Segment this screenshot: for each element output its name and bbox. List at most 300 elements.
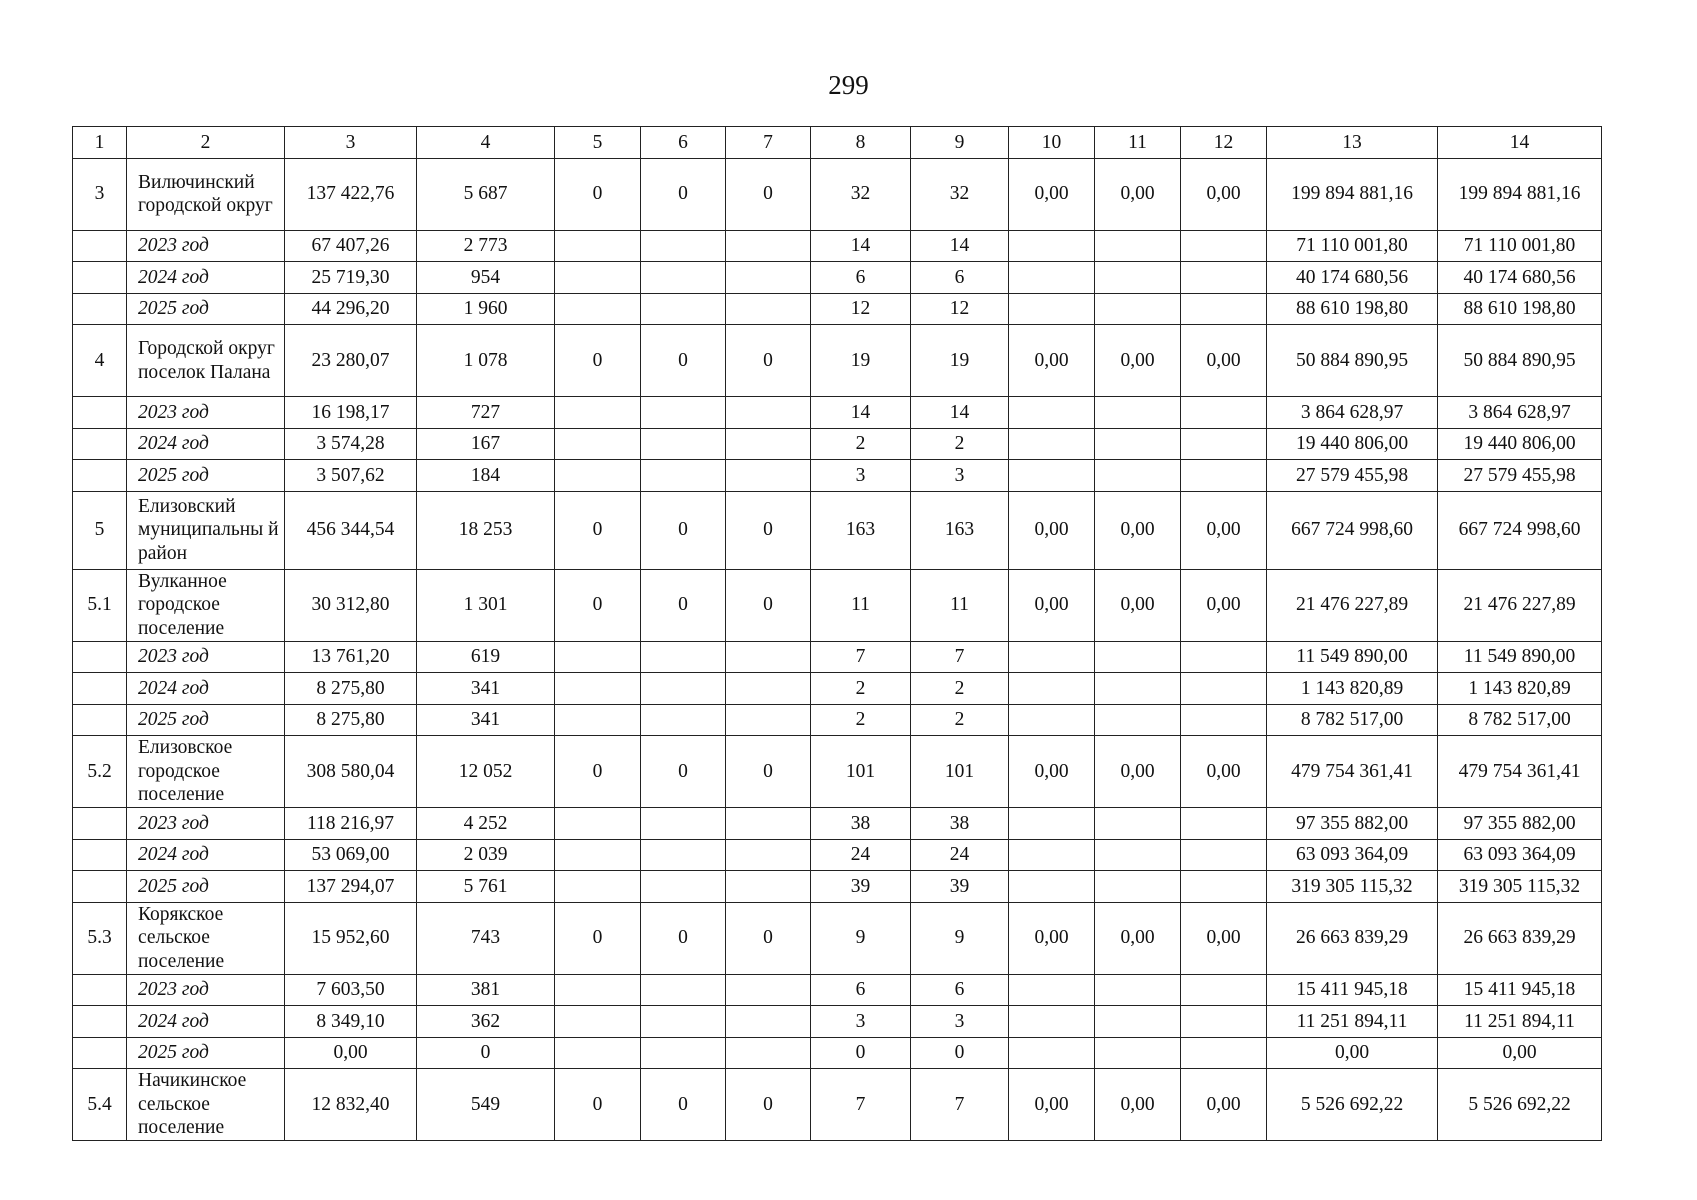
value-cell-col-7 (726, 397, 811, 429)
value-cell-col-12: 0,00 (1181, 736, 1267, 808)
table-row (73, 641, 1602, 673)
value-cell-col-6 (641, 673, 726, 705)
row-number-cell (73, 704, 127, 736)
value-cell-col-13: 3 864 628,97 (1267, 397, 1438, 429)
value-cell-col-4: 549 (417, 1069, 555, 1141)
value-cell-col-4: 18 253 (417, 491, 555, 569)
row-name-cell: 2024 год (127, 262, 285, 294)
value-cell-col-12: 0,00 (1181, 491, 1267, 569)
value-cell-col-14: 0,00 (1438, 1037, 1602, 1069)
value-cell-col-5: 0 (555, 491, 641, 569)
value-cell-col-6 (641, 974, 726, 1006)
header-cell-col-5: 5 (555, 127, 641, 159)
value-cell-col-3: 0,00 (285, 1037, 417, 1069)
value-cell-col-3: 7 603,50 (285, 974, 417, 1006)
data-table (72, 126, 1602, 1141)
value-cell-col-8: 32 (811, 158, 911, 230)
value-cell-col-5: 0 (555, 1069, 641, 1141)
table-row (73, 839, 1602, 871)
value-cell-col-7: 0 (726, 158, 811, 230)
value-cell-col-7 (726, 262, 811, 294)
value-cell-col-11: 0,00 (1095, 1069, 1181, 1141)
value-cell-col-13: 71 110 001,80 (1267, 230, 1438, 262)
value-cell-col-10: 0,00 (1009, 902, 1095, 974)
row-name-cell: 2025 год (127, 293, 285, 325)
value-cell-col-3: 118 216,97 (285, 808, 417, 840)
row-number-cell: 3 (73, 158, 127, 230)
value-cell-col-10: 0,00 (1009, 158, 1095, 230)
value-cell-col-12 (1181, 460, 1267, 492)
value-cell-col-9: 19 (911, 325, 1009, 397)
value-cell-col-9: 14 (911, 230, 1009, 262)
value-cell-col-11: 0,00 (1095, 158, 1181, 230)
value-cell-col-13: 21 476 227,89 (1267, 569, 1438, 641)
table-row (73, 673, 1602, 705)
header-cell-col-9: 9 (911, 127, 1009, 159)
value-cell-col-7 (726, 808, 811, 840)
value-cell-col-9: 7 (911, 641, 1009, 673)
header-cell-col-8: 8 (811, 127, 911, 159)
row-name-cell: Елизовское городское поселение (127, 736, 285, 808)
value-cell-col-12 (1181, 871, 1267, 903)
value-cell-col-3: 456 344,54 (285, 491, 417, 569)
value-cell-col-10 (1009, 974, 1095, 1006)
value-cell-col-8: 0 (811, 1037, 911, 1069)
value-cell-col-11: 0,00 (1095, 902, 1181, 974)
value-cell-col-14: 479 754 361,41 (1438, 736, 1602, 808)
row-name-cell: 2024 год (127, 1006, 285, 1038)
value-cell-col-12: 0,00 (1181, 569, 1267, 641)
row-name-cell: 2025 год (127, 1037, 285, 1069)
value-cell-col-8: 6 (811, 262, 911, 294)
row-number-cell (73, 1006, 127, 1038)
value-cell-col-9: 2 (911, 673, 1009, 705)
value-cell-col-12: 0,00 (1181, 902, 1267, 974)
header-cell-col-1: 1 (73, 127, 127, 159)
value-cell-col-14: 3 864 628,97 (1438, 397, 1602, 429)
value-cell-col-11: 0,00 (1095, 569, 1181, 641)
value-cell-col-9: 24 (911, 839, 1009, 871)
value-cell-col-12 (1181, 808, 1267, 840)
header-cell-col-3: 3 (285, 127, 417, 159)
value-cell-col-10 (1009, 641, 1095, 673)
value-cell-col-6 (641, 1037, 726, 1069)
table-row (73, 736, 1602, 808)
value-cell-col-4: 0 (417, 1037, 555, 1069)
value-cell-col-9: 12 (911, 293, 1009, 325)
value-cell-col-8: 2 (811, 704, 911, 736)
value-cell-col-13: 5 526 692,22 (1267, 1069, 1438, 1141)
value-cell-col-5: 0 (555, 325, 641, 397)
value-cell-col-13: 63 093 364,09 (1267, 839, 1438, 871)
value-cell-col-5 (555, 1006, 641, 1038)
value-cell-col-11 (1095, 1006, 1181, 1038)
value-cell-col-5: 0 (555, 158, 641, 230)
value-cell-col-12 (1181, 673, 1267, 705)
row-number-cell: 5.2 (73, 736, 127, 808)
value-cell-col-14: 11 251 894,11 (1438, 1006, 1602, 1038)
value-cell-col-6: 0 (641, 902, 726, 974)
value-cell-col-4: 1 078 (417, 325, 555, 397)
value-cell-col-3: 16 198,17 (285, 397, 417, 429)
value-cell-col-13: 0,00 (1267, 1037, 1438, 1069)
table-row (73, 397, 1602, 429)
value-cell-col-3: 67 407,26 (285, 230, 417, 262)
value-cell-col-9: 3 (911, 460, 1009, 492)
row-name-cell: 2025 год (127, 460, 285, 492)
value-cell-col-10: 0,00 (1009, 325, 1095, 397)
value-cell-col-13: 97 355 882,00 (1267, 808, 1438, 840)
row-name-cell: 2025 год (127, 871, 285, 903)
value-cell-col-4: 184 (417, 460, 555, 492)
row-number-cell (73, 673, 127, 705)
value-cell-col-8: 7 (811, 1069, 911, 1141)
row-number-cell: 5.1 (73, 569, 127, 641)
value-cell-col-10 (1009, 262, 1095, 294)
value-cell-col-13: 1 143 820,89 (1267, 673, 1438, 705)
value-cell-col-5: 0 (555, 902, 641, 974)
header-cell-col-12: 12 (1181, 127, 1267, 159)
value-cell-col-8: 38 (811, 808, 911, 840)
value-cell-col-7: 0 (726, 569, 811, 641)
value-cell-col-3: 13 761,20 (285, 641, 417, 673)
value-cell-col-11 (1095, 293, 1181, 325)
value-cell-col-5: 0 (555, 736, 641, 808)
row-number-cell (73, 974, 127, 1006)
value-cell-col-10 (1009, 1006, 1095, 1038)
value-cell-col-11: 0,00 (1095, 325, 1181, 397)
value-cell-col-4: 4 252 (417, 808, 555, 840)
value-cell-col-7 (726, 293, 811, 325)
value-cell-col-12 (1181, 974, 1267, 1006)
value-cell-col-11: 0,00 (1095, 736, 1181, 808)
table-row (73, 428, 1602, 460)
value-cell-col-14: 19 440 806,00 (1438, 428, 1602, 460)
value-cell-col-7 (726, 974, 811, 1006)
value-cell-col-8: 3 (811, 1006, 911, 1038)
value-cell-col-5 (555, 673, 641, 705)
value-cell-col-14: 40 174 680,56 (1438, 262, 1602, 294)
value-cell-col-3: 53 069,00 (285, 839, 417, 871)
value-cell-col-8: 39 (811, 871, 911, 903)
value-cell-col-6: 0 (641, 1069, 726, 1141)
value-cell-col-12: 0,00 (1181, 1069, 1267, 1141)
table-row (73, 230, 1602, 262)
value-cell-col-3: 137 422,76 (285, 158, 417, 230)
value-cell-col-3: 44 296,20 (285, 293, 417, 325)
value-cell-col-11 (1095, 460, 1181, 492)
value-cell-col-11 (1095, 704, 1181, 736)
table-body (73, 127, 1602, 1141)
value-cell-col-14: 319 305 115,32 (1438, 871, 1602, 903)
page-number: 299 (828, 70, 869, 100)
value-cell-col-6 (641, 641, 726, 673)
value-cell-col-14: 97 355 882,00 (1438, 808, 1602, 840)
value-cell-col-12 (1181, 1006, 1267, 1038)
value-cell-col-14: 21 476 227,89 (1438, 569, 1602, 641)
value-cell-col-9: 38 (911, 808, 1009, 840)
value-cell-col-14: 71 110 001,80 (1438, 230, 1602, 262)
value-cell-col-13: 199 894 881,16 (1267, 158, 1438, 230)
value-cell-col-4: 2 039 (417, 839, 555, 871)
value-cell-col-9: 39 (911, 871, 1009, 903)
value-cell-col-4: 1 960 (417, 293, 555, 325)
value-cell-col-5 (555, 262, 641, 294)
value-cell-col-5 (555, 704, 641, 736)
value-cell-col-10 (1009, 839, 1095, 871)
row-number-cell: 5 (73, 491, 127, 569)
value-cell-col-3: 15 952,60 (285, 902, 417, 974)
value-cell-col-11 (1095, 641, 1181, 673)
value-cell-col-6 (641, 230, 726, 262)
value-cell-col-5 (555, 871, 641, 903)
value-cell-col-3: 25 719,30 (285, 262, 417, 294)
value-cell-col-10 (1009, 230, 1095, 262)
value-cell-col-11 (1095, 1037, 1181, 1069)
value-cell-col-13: 27 579 455,98 (1267, 460, 1438, 492)
value-cell-col-4: 727 (417, 397, 555, 429)
header-cell-col-10: 10 (1009, 127, 1095, 159)
value-cell-col-7 (726, 460, 811, 492)
table-header-row (73, 127, 1602, 159)
value-cell-col-12 (1181, 397, 1267, 429)
value-cell-col-8: 3 (811, 460, 911, 492)
value-cell-col-10 (1009, 704, 1095, 736)
row-number-cell (73, 1037, 127, 1069)
value-cell-col-14: 8 782 517,00 (1438, 704, 1602, 736)
value-cell-col-10: 0,00 (1009, 569, 1095, 641)
table-row (73, 974, 1602, 1006)
value-cell-col-7: 0 (726, 325, 811, 397)
value-cell-col-11 (1095, 839, 1181, 871)
value-cell-col-5 (555, 839, 641, 871)
value-cell-col-10 (1009, 397, 1095, 429)
value-cell-col-8: 163 (811, 491, 911, 569)
value-cell-col-8: 11 (811, 569, 911, 641)
value-cell-col-8: 14 (811, 230, 911, 262)
header-cell-col-7: 7 (726, 127, 811, 159)
table-row (73, 293, 1602, 325)
row-name-cell: Начикинское сельское поселение (127, 1069, 285, 1141)
value-cell-col-5 (555, 460, 641, 492)
row-name-cell: 2023 год (127, 397, 285, 429)
row-number-cell (73, 230, 127, 262)
value-cell-col-12: 0,00 (1181, 158, 1267, 230)
value-cell-col-9: 2 (911, 428, 1009, 460)
value-cell-col-7 (726, 428, 811, 460)
value-cell-col-14: 1 143 820,89 (1438, 673, 1602, 705)
value-cell-col-13: 11 549 890,00 (1267, 641, 1438, 673)
value-cell-col-3: 137 294,07 (285, 871, 417, 903)
value-cell-col-13: 8 782 517,00 (1267, 704, 1438, 736)
value-cell-col-14: 15 411 945,18 (1438, 974, 1602, 1006)
value-cell-col-13: 479 754 361,41 (1267, 736, 1438, 808)
table-row (73, 871, 1602, 903)
row-number-cell (73, 808, 127, 840)
value-cell-col-8: 24 (811, 839, 911, 871)
value-cell-col-13: 667 724 998,60 (1267, 491, 1438, 569)
value-cell-col-10: 0,00 (1009, 491, 1095, 569)
row-number-cell (73, 871, 127, 903)
row-name-cell: 2024 год (127, 839, 285, 871)
value-cell-col-9: 6 (911, 974, 1009, 1006)
value-cell-col-8: 12 (811, 293, 911, 325)
value-cell-col-6: 0 (641, 158, 726, 230)
value-cell-col-9: 11 (911, 569, 1009, 641)
value-cell-col-13: 40 174 680,56 (1267, 262, 1438, 294)
row-number-cell (73, 641, 127, 673)
value-cell-col-8: 7 (811, 641, 911, 673)
value-cell-col-14: 63 093 364,09 (1438, 839, 1602, 871)
value-cell-col-3: 3 574,28 (285, 428, 417, 460)
value-cell-col-8: 101 (811, 736, 911, 808)
value-cell-col-6: 0 (641, 569, 726, 641)
row-name-cell: Вулканное городское поселение (127, 569, 285, 641)
table-row (73, 491, 1602, 569)
value-cell-col-11 (1095, 230, 1181, 262)
value-cell-col-5 (555, 974, 641, 1006)
value-cell-col-4: 619 (417, 641, 555, 673)
value-cell-col-10: 0,00 (1009, 736, 1095, 808)
value-cell-col-9: 7 (911, 1069, 1009, 1141)
value-cell-col-13: 88 610 198,80 (1267, 293, 1438, 325)
value-cell-col-6 (641, 704, 726, 736)
header-cell-col-2: 2 (127, 127, 285, 159)
value-cell-col-11 (1095, 808, 1181, 840)
value-cell-col-6 (641, 397, 726, 429)
value-cell-col-12 (1181, 230, 1267, 262)
value-cell-col-6 (641, 839, 726, 871)
value-cell-col-4: 167 (417, 428, 555, 460)
value-cell-col-6 (641, 1006, 726, 1038)
value-cell-col-11 (1095, 397, 1181, 429)
value-cell-col-6 (641, 871, 726, 903)
table-row (73, 569, 1602, 641)
value-cell-col-11 (1095, 262, 1181, 294)
value-cell-col-12 (1181, 704, 1267, 736)
value-cell-col-7 (726, 839, 811, 871)
value-cell-col-3: 308 580,04 (285, 736, 417, 808)
table-row (73, 460, 1602, 492)
value-cell-col-3: 8 349,10 (285, 1006, 417, 1038)
value-cell-col-7 (726, 704, 811, 736)
value-cell-col-13: 319 305 115,32 (1267, 871, 1438, 903)
value-cell-col-13: 50 884 890,95 (1267, 325, 1438, 397)
value-cell-col-5 (555, 808, 641, 840)
row-number-cell (73, 397, 127, 429)
value-cell-col-8: 9 (811, 902, 911, 974)
row-name-cell: 2024 год (127, 673, 285, 705)
value-cell-col-11 (1095, 974, 1181, 1006)
value-cell-col-10 (1009, 808, 1095, 840)
value-cell-col-8: 2 (811, 428, 911, 460)
value-cell-col-13: 19 440 806,00 (1267, 428, 1438, 460)
value-cell-col-3: 23 280,07 (285, 325, 417, 397)
value-cell-col-8: 19 (811, 325, 911, 397)
value-cell-col-7 (726, 1006, 811, 1038)
value-cell-col-14: 26 663 839,29 (1438, 902, 1602, 974)
value-cell-col-9: 9 (911, 902, 1009, 974)
value-cell-col-12 (1181, 293, 1267, 325)
value-cell-col-11 (1095, 673, 1181, 705)
value-cell-col-5 (555, 1037, 641, 1069)
value-cell-col-4: 341 (417, 704, 555, 736)
row-name-cell: Вилючинский городской округ (127, 158, 285, 230)
value-cell-col-9: 2 (911, 704, 1009, 736)
value-cell-col-8: 6 (811, 974, 911, 1006)
table-row (73, 704, 1602, 736)
table-row (73, 1006, 1602, 1038)
value-cell-col-11 (1095, 871, 1181, 903)
value-cell-col-14: 5 526 692,22 (1438, 1069, 1602, 1141)
value-cell-col-9: 163 (911, 491, 1009, 569)
value-cell-col-9: 101 (911, 736, 1009, 808)
value-cell-col-12 (1181, 262, 1267, 294)
value-cell-col-6: 0 (641, 491, 726, 569)
row-number-cell (73, 428, 127, 460)
row-name-cell: 2023 год (127, 641, 285, 673)
value-cell-col-13: 11 251 894,11 (1267, 1006, 1438, 1038)
value-cell-col-12 (1181, 428, 1267, 460)
value-cell-col-5 (555, 293, 641, 325)
value-cell-col-10 (1009, 673, 1095, 705)
value-cell-col-9: 6 (911, 262, 1009, 294)
value-cell-col-7 (726, 673, 811, 705)
row-name-cell: 2023 год (127, 974, 285, 1006)
row-number-cell (73, 262, 127, 294)
value-cell-col-6 (641, 808, 726, 840)
row-number-cell (73, 293, 127, 325)
value-cell-col-9: 0 (911, 1037, 1009, 1069)
table-row (73, 1069, 1602, 1141)
row-number-cell (73, 839, 127, 871)
value-cell-col-4: 362 (417, 1006, 555, 1038)
table-row (73, 902, 1602, 974)
value-cell-col-4: 743 (417, 902, 555, 974)
value-cell-col-7 (726, 1037, 811, 1069)
value-cell-col-4: 954 (417, 262, 555, 294)
value-cell-col-13: 26 663 839,29 (1267, 902, 1438, 974)
value-cell-col-9: 14 (911, 397, 1009, 429)
value-cell-col-9: 32 (911, 158, 1009, 230)
value-cell-col-6 (641, 262, 726, 294)
value-cell-col-12: 0,00 (1181, 325, 1267, 397)
header-cell-col-14: 14 (1438, 127, 1602, 159)
row-name-cell: 2025 год (127, 704, 285, 736)
value-cell-col-5 (555, 230, 641, 262)
value-cell-col-3: 8 275,80 (285, 704, 417, 736)
value-cell-col-3: 8 275,80 (285, 673, 417, 705)
value-cell-col-10 (1009, 871, 1095, 903)
row-name-cell: 2023 год (127, 808, 285, 840)
value-cell-col-3: 30 312,80 (285, 569, 417, 641)
table-row (73, 262, 1602, 294)
header-cell-col-11: 11 (1095, 127, 1181, 159)
row-name-cell: Елизовский муниципальны й район (127, 491, 285, 569)
value-cell-col-11 (1095, 428, 1181, 460)
row-name-cell: 2024 год (127, 428, 285, 460)
row-number-cell: 5.4 (73, 1069, 127, 1141)
value-cell-col-4: 12 052 (417, 736, 555, 808)
value-cell-col-7 (726, 871, 811, 903)
value-cell-col-10 (1009, 1037, 1095, 1069)
value-cell-col-4: 1 301 (417, 569, 555, 641)
row-name-cell: Корякское сельское поселение (127, 902, 285, 974)
value-cell-col-10 (1009, 293, 1095, 325)
value-cell-col-6 (641, 428, 726, 460)
value-cell-col-4: 5 687 (417, 158, 555, 230)
value-cell-col-4: 5 761 (417, 871, 555, 903)
